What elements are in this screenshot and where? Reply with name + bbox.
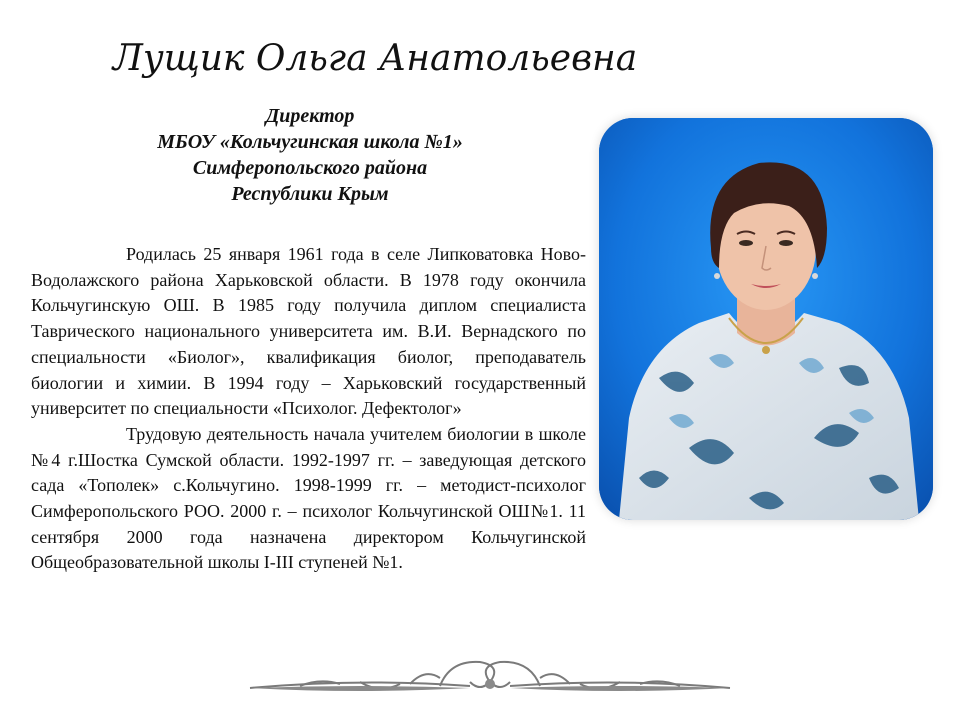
portrait-photo (599, 118, 933, 520)
position-block (110, 103, 510, 207)
position-title: Директор (265, 105, 355, 127)
district-name: Симферопольского района (192, 157, 428, 179)
republic-name: Республики Крым (231, 183, 389, 205)
scroll-ornament-icon (240, 648, 740, 708)
school-name: МБОУ «Кольчугинская школа №1» (157, 131, 463, 153)
biography (31, 242, 586, 576)
biography-paragraph-2: Трудовую деятельность начала учителем биологии в школе №4 г.Шостка Сумской области. 1992-1997 гг. – заведующая детского сада «Тополек» с.Кольчугино. 1998-1999 гг. – методист-психолог Симферопольского РОО. 2000 г. – психолог Кольчугинской ОШ№1. 11 сентября 2000 года назначена директором Кольчугинской Общеобразовательной школы I-III ступеней №1. (31, 423, 586, 573)
biography-paragraph-1: Родилась 25 января 1961 года в селе Липковатовка Ново-Водолажского района Харьковской области. В 1978 году окончила Кольчугинскую ОШ. В 1985 году получила диплом специалиста Таврического национального университета им. В.И. Вернадского по специальности «Биолог», квалификация биолог, преподаватель биологии и химии. В 1994 году – Харьковский государственный университет по специальности «Психолог. Дефектолог» (31, 244, 586, 419)
person-name: Лущик Ольга Анатольевна (112, 38, 638, 79)
portrait-illustration (599, 118, 933, 520)
